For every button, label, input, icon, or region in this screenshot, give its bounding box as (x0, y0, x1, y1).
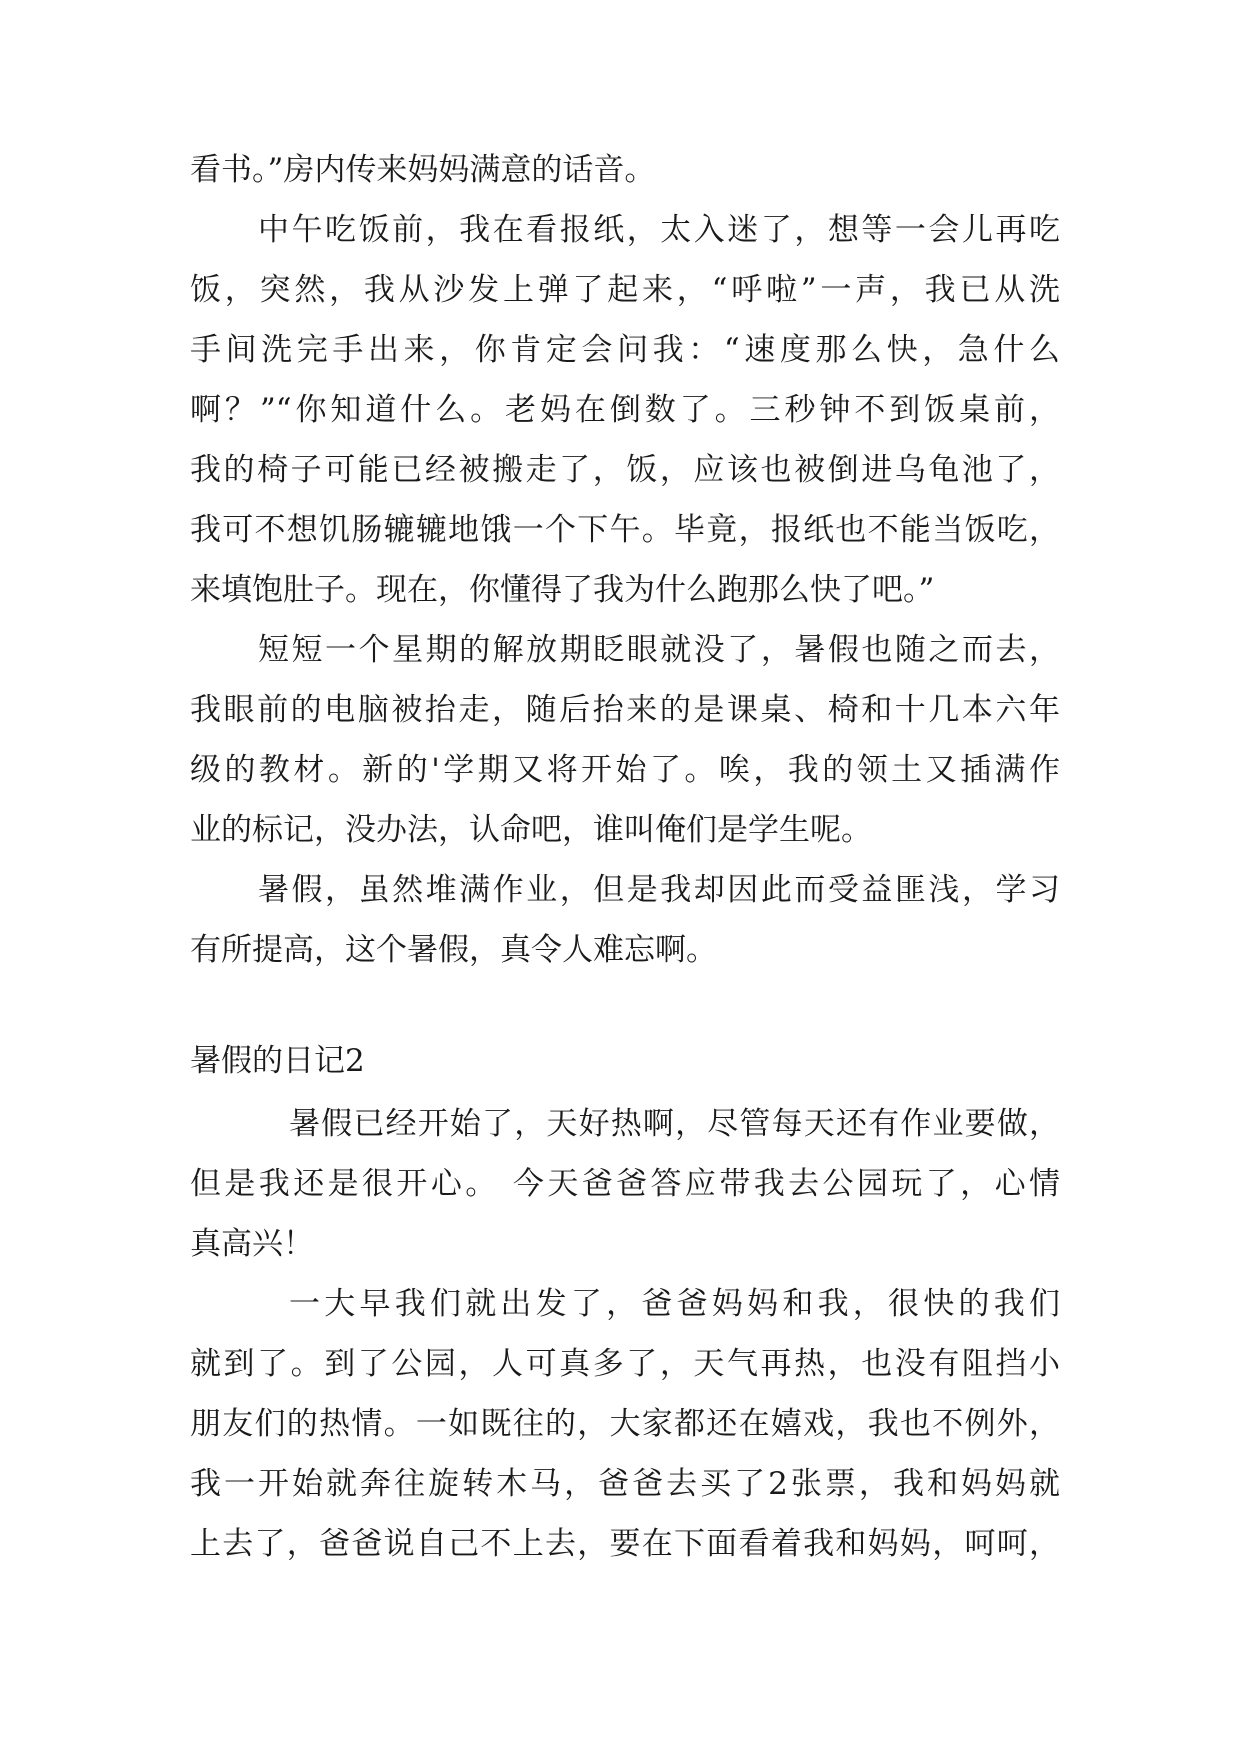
paragraph-line: 中午吃饭前，我在看报纸，太入迷了，想等一会儿再吃 (258, 212, 1060, 248)
diary-entry-2-text (190, 1094, 1060, 1574)
diary-entry-1-text (190, 140, 1060, 980)
paragraph-line: 就到了。到了公园，人可真多了，天气再热，也没有阻挡小 (190, 1346, 1060, 1382)
paragraph-line: 我的椅子可能已经被搬走了，饭，应该也被倒进乌龟池了， (190, 452, 1060, 488)
paragraph-line: 朋友们的热情。一如既往的，大家都还在嬉戏，我也不例外， (190, 1406, 1060, 1442)
paragraph-line: 上去了，爸爸说自己不上去，要在下面看着我和妈妈，呵呵， (190, 1526, 1060, 1562)
paragraph-line: 手间洗完手出来，你肯定会问我：“速度那么快，急什么 (190, 332, 1060, 368)
paragraph-line: 有所提高，这个暑假，真令人难忘啊。 (190, 932, 717, 968)
paragraph-line: 业的标记，没办法，认命吧，谁叫俺们是学生呢。 (190, 812, 872, 848)
paragraph-line: 但是我还是很开心。 今天爸爸答应带我去公园玩了，心情 (190, 1166, 1060, 1202)
paragraph-line: 一大早我们就出发了，爸爸妈妈和我，很快的我们 (289, 1286, 1060, 1322)
paragraph-line: 看书。”房内传来妈妈满意的话音。 (190, 152, 656, 188)
paragraph-line: 我可不想饥肠辘辘地饿一个下午。毕竟，报纸也不能当饭吃， (190, 512, 1060, 548)
paragraph-line: 真高兴！ (190, 1226, 314, 1262)
section-title: 暑假的日记2 (190, 1043, 365, 1079)
paragraph-line: 啊？”“你知道什么。老妈在倒数了。三秒钟不到饭桌前， (190, 392, 1060, 428)
paragraph-line: 暑假已经开始了，天好热啊，尽管每天还有作业要做， (289, 1106, 1060, 1142)
paragraph-line: 饭，突然，我从沙发上弹了起来，“呼啦”一声，我已从洗 (190, 272, 1060, 308)
paragraph-line: 级的教材。新的'学期又将开始了。唉，我的领土又插满作 (190, 752, 1060, 788)
paragraph-line: 短短一个星期的解放期眨眼就没了，暑假也随之而去， (258, 632, 1060, 668)
paragraph-line: 来填饱肚子。现在，你懂得了我为什么跑那么快了吧。” (190, 572, 935, 608)
paragraph-line: 暑假，虽然堆满作业，但是我却因此而受益匪浅，学习 (258, 872, 1060, 908)
paragraph-line: 我眼前的电脑被抬走，随后抬来的是课桌、椅和十几本六年 (190, 692, 1060, 728)
paragraph-line: 我一开始就奔往旋转木马，爸爸去买了2张票，我和妈妈就 (190, 1466, 1060, 1502)
